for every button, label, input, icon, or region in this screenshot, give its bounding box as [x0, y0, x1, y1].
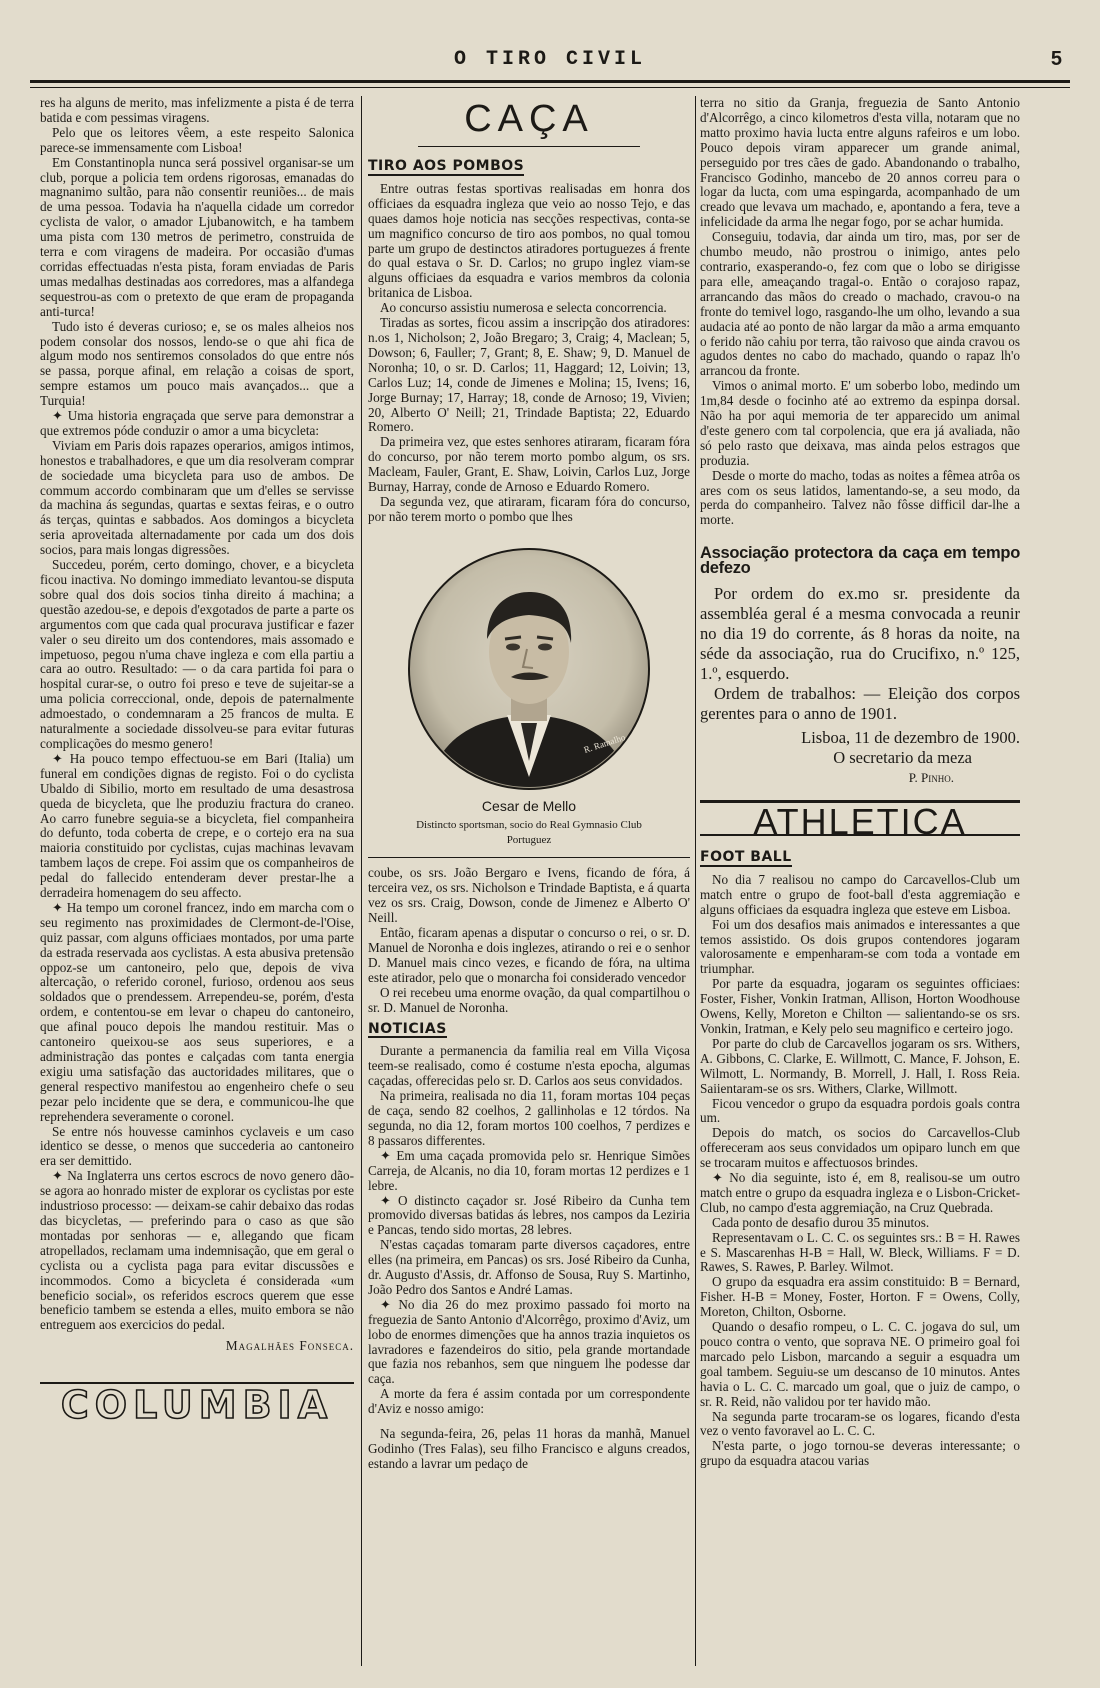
article-paragraph: Tiradas as sortes, ficou assim a inscripção dos atiradores: n.os 1, Nicholson; 2, João Bregaro; 3, Craig; 4, Maclean; 5, Dowson; 6, Fauller; 7, Grant; 8, E. Shaw; 9, D. Manuel de Noronha; 10, o sr. D. Carlos; 11, Haggard; 12, Loivin; 13, Carlos Luz; 14, conde de Jimenes e Molina; 15, Ivens; 16, Jorge Burnay; 17, Harray; 18, conde de Arnoso; 19, Vivien; 20, Alberto O' Neill; 21, Trindade Baptista; 22, Eduardo Romero.: [368, 315, 690, 435]
portrait-photo: [407, 547, 651, 791]
article-paragraph: coube, os srs. João Bergaro e Ivens, ficando de fóra, á terceira vez, os srs. Nicholson e Trindade Baptista, e á quarta vez os srs. Craig, Dowson, conde de Jimenez e Alberto O' Neill.: [368, 865, 690, 926]
article-paragraph: Quando o desafio rompeu, o L. C. C. jogava do sul, um pouco contra o vento, que soprava NE. O primeiro goal foi marcado pelo Lisbon, marcando a seguir a esquadra um goal tambem. Seguiu-se um descanso de 10 minutos. Antes havia o L. C. C. marcado um goal, que o juiz de campo, o sr. R. Reid, não validou por ter havido mão.: [700, 1319, 1020, 1409]
article-paragraph: ✦ No dia 26 do mez proximo passado foi morto na freguezia de Santo Antonio d'Alcorrêgo, proximo d'Aviz, um lobo de enormes dimenções que ha annos trazia inquietos os lavradores e fazendeiros do sitio, pela grande mortandade que fazia nos rebanhos, sem que ninguem lhe podesse dar caça.: [368, 1296, 690, 1387]
article-paragraph: Representavam o L. C. C. os seguintes srs.: B = H. Rawes e S. Mascarenhas H-B = Hall, W. Bleck, Williams. F = D. Rawes, S. Rawes, P. Barley. Wilmot.: [700, 1229, 1020, 1275]
article-paragraph: ✦ Na Inglaterra uns certos escrocs de novo genero dão-se agora ao honrado mister de explorar os cyclistas por este industrioso processo: — deixam-se cahir debaixo das rodas das bicycletas, — preferindo para o caso as que são montadas por senhoras — e, allegando que ficam atropellados, reclamam uma indemnisação, que em geral o cyclista ou a cyclista paga para evitar discussões e incommodos. Como a bicycleta é considerada «um beneficio social», os referidos escrocs querem que esse beneficio tambem se estenda a elles, muito embora se não entreguem aos exercicios do pedal.: [40, 1168, 354, 1333]
association-heading: Associação protectora da caça em tempo defezo: [700, 544, 1020, 578]
article-paragraph: Na segunda parte trocaram-se os logares, ficando d'esta vez o vento favoravel ao L. C. C.: [700, 1408, 1020, 1439]
column-divider: [361, 96, 362, 1666]
notice-paragraph: Por ordem do ex.mo sr. presidente da assembléa geral é a mesma convocada a reunir no dia 19 do corrente, ás 8 horas da noite, na séde da associação, rua do Crucifixo, n.º 125, 1.º, esquerdo.: [700, 584, 1020, 684]
article-paragraph: A morte da fera é assim contada por um correspondente d'Aviz e nosso amigo:: [368, 1386, 690, 1417]
article-paragraph: Em Constantinopla nunca será possivel organisar-se um club, porque a policia tem ordens rigorosas, emanadas do magnanimo sultão, para não consentir reuniões... de mais de uma pessoa. Todavia ha n'aquella cidade um corredor cyclista de valor, o amador Ljubanowitch, e ha tambem uma pista com 130 metros de perimetro, construida de terra e com viragens de madeira. Por occasião d'umas corridas effectuadas n'esta pista, foram enviadas de Paris umas medalhas destinadas aos corredores, mas a alfandega sequestrou-as com o pretexto de que eram de propaganda anti-turca!: [40, 154, 354, 319]
article-paragraph: ✦ Ha tempo um coronel francez, indo em marcha com o seu regimento nas proximidades de Clermont-de-l'Oise, quiz passar, com alguns officiaes montados, por uma parte da estrada reservada aos cyclistas. A esta abusiva pretensão oppoz-se um cantoneiro, pelo que, depois de viva altercação, o referido coronel, furioso, ordenou aos seus soldados que o prendessem. Arrependeu-se, porém, d'esta ordem, e contentou-se em levar o chapeu do cantoneiro, que afinal pouco depois lhe mandou restituir. Mas o cantoneiro queixou-se aos seus superiores, e a administração das pontes e calçadas com tanta energia exigiu uma satisfação das auctoridades militares, que o general respectivo manifestou ao engenheiro chefe o seu pezar pelo incidente que se dera, e communicou-lhe que reprehendera severamente o coronel.: [40, 899, 354, 1124]
article-paragraph: Viviam em Paris dois rapazes operarios, amigos intimos, honestos e trabalhadores, e que um dia resolveram comprar de sociedade uma bicycleta para uso de ambos. De commum accordo combinaram que um d'elles se servisse da machina ás segundas, quartas e sextas feiras, e o outro ás terças, quintas e sabbados. Aos domingos a bicycleta seria aproveitada alternadamente por cada um dos dois socios, para mais longas digressões.: [40, 437, 354, 558]
article-paragraph: Na segunda-feira, 26, pelas 11 horas da manhã, Manuel Godinho (Tres Falas), seu filho Francisco e alguns creados, estando a lavrar um pedaço de: [368, 1426, 690, 1471]
article-paragraph: Succedeu, porém, certo domingo, chover, e a bicycleta ficou inactiva. No domingo immediato levantou-se disputa sobre qual dos dois socios tinha direito á machina; a questão azedou-se, e depois d'exgotados de parte a parte os argumentos com que cada qual procurava justificar e fazer valer o seu direito um dos contendores, mais assomado e impetuoso, pegou n'uma chave ingleza e com ella partiu a cara ao outro. Resultado: — o da cara partida foi para o hospital curar-se, o outro foi preso e teve de sujeitar-se a uma policia correccional, onde, depois de paternalmente admoestado, o condemnaram a 25 francos de multa. E naturalmente a sociedade dissolveu-se para evitar futuras complicações do mesmo genero!: [40, 557, 354, 751]
article-paragraph: Vimos o animal morto. E' um soberbo lobo, medindo um 1m,84 desde o focinho até ao extremo da espinpa dorsal. Não ha por aqui memoria de ter apparecido um animal d'este genero com tal corpolencia, que era já avaliada, não só pelo rasto que deixava, mas ainda pelos estragos que produzia.: [700, 378, 1020, 468]
article-paragraph: res ha alguns de merito, mas infelizmente a pista é de terra batida e com pessimas viragens.: [40, 95, 354, 125]
masthead-title: O TIRO CIVIL: [453, 48, 647, 71]
column-left: [40, 95, 354, 1428]
author-signature: Magalhães Fonseca.: [225, 1338, 354, 1354]
notice-date: Lisboa, 11 de dezembro de 1900.: [801, 728, 1020, 748]
association-notice: [700, 584, 1020, 788]
portrait-caption-description: Distincto sportsman, socio do Real Gymnasio Club Portuguez: [416, 818, 642, 846]
portrait-caption-name: Cesar de Mello: [481, 797, 577, 814]
section-rule: [418, 146, 640, 147]
caption-rule: [368, 857, 690, 858]
notice-role: O secretario da meza: [833, 748, 972, 768]
article-paragraph: Desde o morte do macho, todas as noites a fêmea atrôa os ares com os seus latidos, lamentando-se, a seu modo, da perda do companheiro. Talvez não fôsse difficil dar-lhe a morte.: [700, 467, 1020, 528]
section-title-caca: CAÇA: [464, 98, 594, 140]
section-title-athletica: ATHLETICA: [700, 800, 1020, 836]
article-paragraph: Tudo isto é deveras curioso; e, se os males alheios nos podem consolar dos nossos, lendo-se o que ahi fica de algum modo nos sentiremos consolados do que entre nós se passa, porque afinal, em relação a coisas de sport, sempre estamos um pouco mais avançados... que a Turquia!: [40, 318, 354, 409]
subheading-tiro-aos-pombos: TIRO AOS POMBOS: [368, 158, 525, 174]
portrait-figure: [404, 547, 654, 848]
article-paragraph: No dia 7 realisou no campo do Carcavellos-Club um match entre o grupo de foot-ball d'esta aggremiação e alguns officiaes da esquadra ingleza que esteve em Lisboa.: [700, 871, 1020, 917]
subheading-noticias: NOTICIAS: [368, 1020, 447, 1037]
article-paragraph: Se entre nós houvesse caminhos cyclaveis e um caso identico se desse, o menos que succederia ao cantoneiro era ser demittido.: [40, 1123, 354, 1169]
article-paragraph: ✦ Uma historia engraçada que serve para demonstrar a que extremos póde conduzir o amor a uma bicycleta:: [40, 408, 354, 438]
subheading-foot-ball: FOOT BALL: [700, 849, 792, 865]
article-paragraph: Durante a permanencia da familia real em Villa Viçosa teem-se realisado, como é costume n'esta epocha, algumas caçadas, offerecidas pelo sr. D. Carlos aos seus convidados.: [368, 1043, 690, 1089]
article-paragraph: ✦ Ha pouco tempo effectuou-se em Bari (Italia) um funeral em condições dignas de registo. Foi o do cyclista Ubaldo di Sibilio, morto em resultado de uma desastrosa queda de bicycleta, que lhe produziu fractura do craneo. Ao carro funebre seguia-se a bicycleta, fiel companheira do defunto, toda coberta de crepe, e o cortejo era na sua maioria constituido por cyclistas, cujas machinas levavam tambem laços de crepe. Foi assim que os companheiros de pedal do fallecido entenderam dever prestar-lhe a derradeira homenagem do seu affecto.: [40, 750, 354, 901]
article-paragraph: ✦ O distincto caçador sr. José Ribeiro da Cunha tem promovido diversas batidas ás lebres, nos campos da Leziria e Pancas, tendo sido mortas, 28 lebres.: [368, 1192, 690, 1238]
article-paragraph: Por parte da esquadra, jogaram os seguintes officiaes: Foster, Fisher, Vonkin Iratman, Allison, Horton Woodhouse Owens, Kelly, Moreton e Chilton — salientando-se os srs. Vonkin, Iratman, e Kely pelo seu magnifico e certeiro jogo.: [700, 976, 1020, 1036]
article-paragraph: Entre outras festas sportivas realisadas em honra dos officiaes da esquadra ingleza que veio ao nosso Tejo, e das quaes damos hoje noticia nas secções respectivas, conta-se um magnifico concurso de tiro aos pombos, no qual tomou parte um grupo de destinctos atiradores portuguezes á frente do qual estava o Sr. D. Carlos; no grupo inglez viam-se alguns officiaes da esquadra e varios membros da colonia britanica de Lisboa.: [368, 180, 690, 301]
article-paragraph: Ficou vencedor o grupo da esquadra pordois goals contra um.: [700, 1095, 1020, 1126]
header-rule: [30, 80, 1070, 88]
notice-signature: P. Pinho.: [908, 770, 954, 786]
column-divider: [695, 96, 696, 1666]
article-paragraph: N'esta parte, o jogo tornou-se deveras interessante; o grupo da esquadra atacou varias: [700, 1438, 1020, 1469]
article-paragraph: O rei recebeu uma enorme ovação, da qual compartilhou o sr. D. Manuel de Noronha.: [368, 984, 690, 1015]
article-paragraph: ✦ No dia seguinte, isto é, em 8, realisou-se um outro match entre o grupo da esquadra ingleza e o Lisbon-Cricket-Club, no campo d'esta aggremiação, na Cruz Quebrada.: [700, 1170, 1020, 1215]
article-paragraph: O grupo da esquadra era assim constituido: B = Bernard, Fisher. H-B = Money, Foster, Horton. F = Owens, Colly, Moreton, Chilton, Osborne.: [700, 1274, 1020, 1320]
article-paragraph: Então, ficaram apenas a disputar o concurso o rei, o sr. D. Manuel de Noronha e dois inglezes, atirando o rei e o senhor D. Manuel mais cinco vezes, e ficando de fóra, na ultima este atirador, pelo que o monarcha foi considerado vencedor: [368, 925, 690, 985]
article-paragraph: Da primeira vez, que estes senhores atiraram, ficaram fóra do concurso, por não terem morto pombo algum, os srs. Macleam, Fauler, Grant, E. Shaw, Loivin, Carlos Luz, Jorge Burnay, Harray, conde de Arnoso e Eduardo Romero.: [368, 434, 690, 495]
page-header: [30, 44, 1070, 78]
article-paragraph: Na primeira, realisada no dia 11, foram mortas 104 peças de caça, sendo 82 coelhos, 2 gallinholas e 12 tórdos. Na segunda, no dia 12, foram mortos 100 coelhos, 7 perdizes e 8 passaros differentes.: [368, 1088, 690, 1148]
columbia-logo: COLUMBIA: [40, 1382, 354, 1413]
article-paragraph: terra no sitio da Granja, freguezia de Santo Antonio d'Alcorrêgo, a cinco kilometros d'esta villa, notaram que no matto proximo havia lucta entre alguns rafeiros e um lobo. Pouco depois viram apparecer um grande animal, perseguido por tres cães de gado. Abandonando o trabalho, Francisco Godinho, mancebo de 20 annos correu para o logar da lucta, com uma espingarda, acompanhado de um creado que levava um machado, e, apontando a fera, teve a infelicidade da arma lhe negar fogo, por se achar humida.: [700, 95, 1020, 230]
article-paragraph: ✦ Em uma caçada promovida pelo sr. Henrique Simões Carreja, de Alcanis, no dia 10, foram mortas 12 perdizes e 1 lebre.: [368, 1147, 690, 1193]
article-paragraph: Pelo que os leitores vêem, a este respeito Salonica parece-se immensamente com Lisboa!: [40, 124, 354, 155]
article-paragraph: Ao concurso assistiu numerosa e selecta concorrencia.: [380, 300, 667, 316]
article-paragraph: Da segunda vez, que atiraram, ficaram fóra do concurso, por não terem morto o pombo que lhes: [368, 493, 690, 524]
article-paragraph: N'estas caçadas tomaram parte diversos caçadores, entre elles (na primeira, em Pancas) os srs. José Ribeiro da Cunha, dr. Augusto d'Assis, dr. Affonso de Sousa, Ruy S. Martinho, João Pedro dos Santos e André Lamas.: [368, 1237, 690, 1297]
column-middle: [368, 96, 690, 1472]
article-paragraph: Por parte do club de Carcavellos jogaram os srs. Withers, A. Gibbons, C. Clarke, E. Willmott, C. Mance, F. Johson, E. Wilmott, L. Normandy, B. Morrell, J. Hall, I. Ross Reia. Saiientaram-se os srs. Withers, Clarke, Willmott.: [700, 1035, 1020, 1096]
article-paragraph: Depois do match, os socios do Carcavellos-Club offereceram aos seus convidados um opiparo lunch em que se trocaram muitos e affectuosos brindes.: [700, 1125, 1020, 1171]
article-paragraph: Conseguiu, todavia, dar ainda um tiro, mas, por ser de chumbo meudo, não prostrou o inimigo, antes pelo contrario, exasperando-o, fez com que o lobo se dirigisse para elle, ameaçando tragal-o. Então o corajoso rapaz, arrancando das mãos do creado o machado, cravou-o na fronte do temivel logo, rasgando-lhe um olho, levando a sua audacia até ao ponto de não largar da mão a arma emquanto o ferido não cahiu por terra, tão raivoso que ainda cravou os agudos dentes no cabo do machado, quando o rapaz lh'o arrancou da fronte.: [700, 229, 1020, 379]
article-paragraph: Foi um dos desafios mais animados e interessantes a que temos assistido. Os dois grupos contendores jogaram valorosamente e empenharam-se com toda a vontade em triumphar.: [700, 916, 1020, 977]
notice-paragraph: Ordem de trabalhos: — Eleição dos corpos gerentes para o anno de 1901.: [700, 684, 1020, 724]
photographer-signature: R. Ramalho: [582, 731, 627, 755]
article-paragraph: Cada ponto de desafio durou 35 minutos.: [712, 1214, 930, 1230]
page-number: 5: [1050, 48, 1062, 70]
column-right: [700, 96, 1020, 1469]
